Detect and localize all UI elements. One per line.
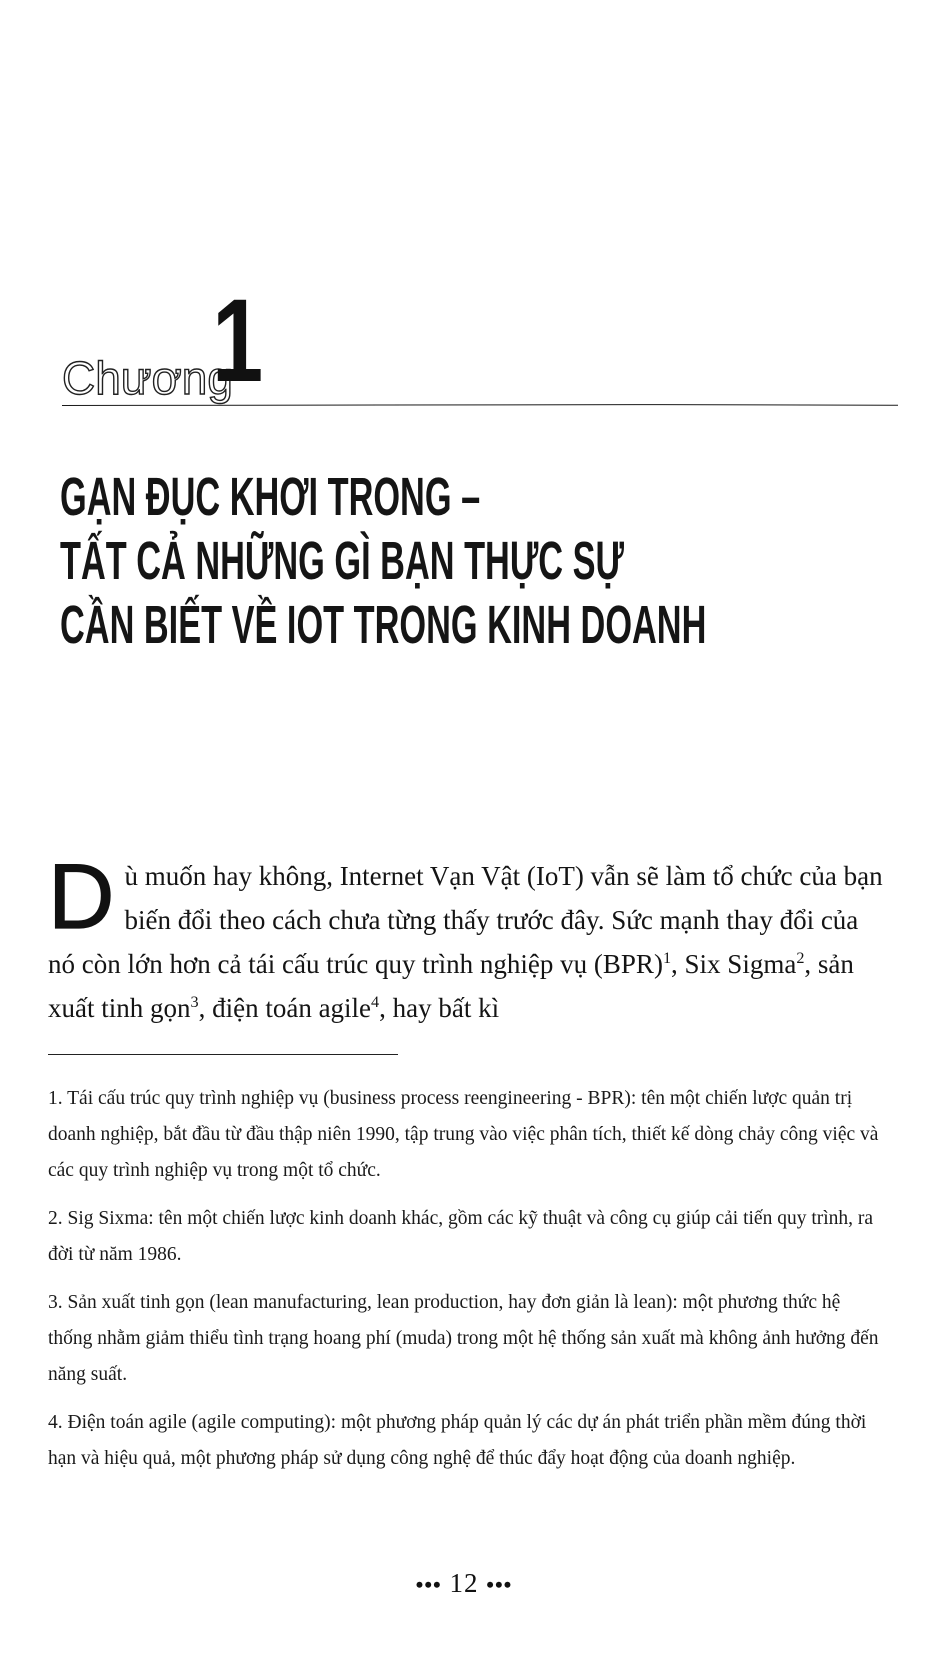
chapter-number: 1 [212,275,264,407]
page-number-value: 12 [449,1568,479,1598]
chapter-title [60,464,880,656]
chapter-title-line-2: TẤT CẢ NHỮNG GÌ BẠN THỰC SỰ [60,531,624,592]
footnote-ref-4[interactable]: 4 [371,993,380,1011]
body-segment-3: , sản xuất tinh gọn [48,949,854,1023]
footnote-ref-3[interactable]: 3 [190,993,199,1011]
page-dots-right: ••• [486,1572,513,1597]
page-dots-left: ••• [415,1572,442,1597]
footnote-1: 1. Tái cấu trúc quy trình nghiệp vụ (business process reengineering - BPR): tên một chiến lược quản trị doanh nghiệp, bắt đầu từ đầu thập niên 1990, tập trung vào việc phân tích, thiết kế dòng chảy công việc và các quy trình nghiệp vụ trong một tổ chức. [48,1088,879,1181]
body-segment-2: , Six Sigma [671,949,797,979]
body-segment-4: , điện toán agile [198,993,372,1023]
page-number [0,1568,928,1599]
chapter-divider [62,404,898,406]
body-segment-1: ù muốn hay không, Internet Vạn Vật (IoT) vẫn sẽ làm tổ chức của bạn biến đổi theo cách chưa từng thấy trước đây. Sức mạnh thay đổi của nó còn lớn hơn cả tái cấu trúc quy trình nghiệp vụ (BPR) [48,861,883,979]
body-segment-5: , hay bất kì [379,993,500,1023]
chapter-title-line-3: CẦN BIẾT VỀ IOT TRONG KINH DOANH [60,595,707,656]
footnote-divider [48,1054,398,1055]
chapter-word: Chương [62,352,233,404]
footnote-3: 3. Sản xuất tinh gọn (lean manufacturing, lean production, hay đơn giản là lean): một phương thức hệ thống nhằm giảm thiểu tình trạng hoang phí (muda) trong một hệ thống sản xuất mà không ảnh hưởng đến năng suất. [48,1292,879,1385]
footnote-ref-1[interactable]: 1 [662,949,672,967]
drop-cap: D [48,846,115,948]
chapter-title-line-1: GẠN ĐỤC KHƠI TRONG – [60,467,481,528]
footnotes [48,1081,886,1489]
footnote-2: 2. Sig Sixma: tên một chiến lược kinh doanh khác, gồm các kỹ thuật và công cụ giúp cải tiến quy trình, ra đời từ năm 1986. [48,1208,874,1265]
body-paragraph [48,846,886,1030]
body-text [48,861,883,1023]
footnote-ref-2[interactable]: 2 [796,949,805,967]
footnote-4: 4. Điện toán agile (agile computing): một phương pháp quản lý các dự án phát triển phần mềm đúng thời hạn và hiệu quả, một phương pháp sử dụng công nghệ để thúc đẩy hoạt động của doanh nghiệp. [48,1412,867,1469]
